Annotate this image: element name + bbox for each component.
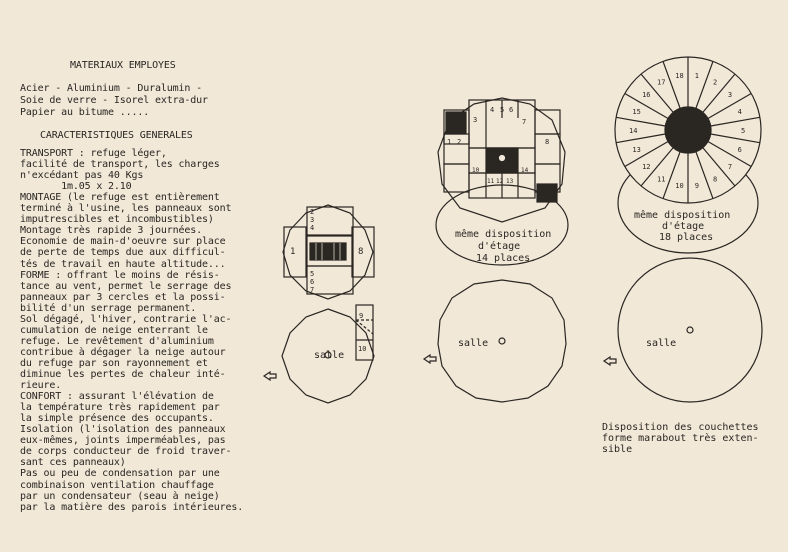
small-bunk-number: 6 <box>310 278 315 286</box>
body-line: panneaux par 3 cercles et la possi- <box>20 291 226 303</box>
large-bunk-number: 15 <box>632 107 641 116</box>
medium-salle-label: salle <box>458 338 489 349</box>
large-caption-line: d'étage <box>662 221 705 232</box>
body-line: la température très rapidement par <box>20 402 220 414</box>
materials-line-3: Papier au bitume ..... <box>20 107 150 118</box>
medium-bunk-number: 1 <box>447 138 452 146</box>
body-line: TRANSPORT : refuge léger, <box>20 148 167 159</box>
small-bunk-number: 1 <box>290 247 296 257</box>
entrance-arrow-medium <box>424 355 436 363</box>
body-line: FORME : offrant le moins de résis- <box>20 269 220 281</box>
large-salle-label: salle <box>646 338 677 349</box>
small-bunk-number: 7 <box>310 286 315 294</box>
body-line: bilité d'un serrage permanent. <box>20 302 197 314</box>
medium-bunk-number: 5 <box>500 106 505 114</box>
body-line: rieure. <box>20 380 62 392</box>
large-bunk-number: 18 <box>675 71 684 80</box>
large-bunk-number: 13 <box>632 146 641 155</box>
large-bunk-number: 10 <box>675 182 684 191</box>
materials-line-1: Acier - Aluminium - Duralumin - <box>20 83 202 94</box>
small-salle-label: salle <box>314 350 345 361</box>
body-line: 1m.05 x 2.10 <box>20 181 132 193</box>
body-line: sant ces panneaux) <box>20 457 126 469</box>
large-bunk-number: 12 <box>642 163 651 171</box>
body-line: par un condensateur (seau à neige) <box>20 490 220 502</box>
medium-bunk-number: 14 <box>521 167 529 174</box>
body-line: CONFORT : assurant l'élévation de <box>20 391 214 403</box>
body-line: Economie de main-d'oeuvre sur place <box>20 236 226 248</box>
body-line: facilité de transport, les charges <box>20 159 220 171</box>
materials-line-2: Soie de verre - Isorel extra-dur <box>20 95 208 106</box>
body-line: Pas ou peu de condensation par une <box>20 468 220 480</box>
body-line: cumulation de neige enterrant le <box>20 324 208 336</box>
large-refuge-lower-plan <box>618 258 762 402</box>
body-line: de corps conducteur de froid traver- <box>20 446 232 458</box>
large-bunk-number: 17 <box>657 78 666 87</box>
medium-bunk-number: 4 <box>490 106 495 114</box>
materials-heading: MATERIAUX EMPLOYES <box>70 60 176 71</box>
body-line: combinaison ventilation chauffage <box>20 479 214 491</box>
medium-bunk-number: 7 <box>522 118 527 126</box>
small-bunk-number: 4 <box>310 224 315 232</box>
body-line: eux-mêmes, joints imperméables, pas <box>20 435 226 447</box>
small-bunk-number: 10 <box>358 345 367 353</box>
small-bunk-number: 9 <box>359 312 364 320</box>
medium-bunk-number: 10 <box>472 167 480 174</box>
large-bunk-number: 4 <box>737 107 742 116</box>
large-bunk-number: 6 <box>737 146 742 155</box>
body-line: Sol dégagé, l'hiver, contrarie l'ac- <box>20 313 232 325</box>
medium-bunk-number: 3 <box>473 116 478 124</box>
large-bunk-number: 1 <box>694 71 699 80</box>
large-bunk-number: 11 <box>657 175 666 184</box>
small-bunk-number: 2 <box>310 208 315 216</box>
body-line: Montage très rapide 3 journées. <box>20 225 202 237</box>
body-line: la simple présence des occupants. <box>20 413 214 425</box>
medium-caption-line: même disposition <box>455 229 552 240</box>
body-line: du refuge par son rayonnement et <box>20 357 208 369</box>
medium-caption-line: d'étage <box>478 241 521 252</box>
large-caption-line: 18 places <box>659 232 714 243</box>
large-bunk-number: 16 <box>642 91 651 99</box>
body-line: tés de travail en haute altitude... <box>20 258 226 270</box>
medium-bunk-number: 8 <box>545 138 550 146</box>
small-bunk-number: 3 <box>310 216 315 224</box>
characteristics-heading: CARACTERISTIQUES GENERALES <box>40 130 193 141</box>
large-bunk-number: 9 <box>694 182 699 191</box>
medium-bunk-number: 2 <box>457 138 462 146</box>
medium-bunk-number: 6 <box>509 106 514 114</box>
body-line: par la matière des parois intérieures. <box>20 501 244 513</box>
entrance-arrow-large <box>604 357 616 365</box>
large-bunk-number: 7 <box>727 163 733 171</box>
body-line: Isolation (l'isolation des panneaux <box>20 424 226 436</box>
large-caption-line: même disposition <box>634 210 731 221</box>
large-bunk-number: 2 <box>713 78 718 87</box>
body-line: diminue les pertes de chaleur inté- <box>20 369 226 380</box>
body-line: n'excédant pas 40 Kgs <box>20 170 144 182</box>
medium-bunk-number: 11 <box>487 178 495 185</box>
body-line: imputrescibles et incombustibles) <box>20 214 214 226</box>
body-line: terminé à l'usine, les panneaux sont <box>20 203 232 215</box>
body-line: contribue à dégager la neige autour <box>20 346 226 358</box>
large-bunk-number: 8 <box>713 175 718 184</box>
medium-bunk-number: 13 <box>506 178 514 185</box>
body-line: de perte de temps due aux difficul- <box>20 247 226 259</box>
large-bunk-number: 5 <box>741 127 746 135</box>
medium-caption-line: 14 places. <box>476 253 537 264</box>
entrance-arrow-small <box>264 372 276 380</box>
large-bunk-number: 3 <box>727 91 733 99</box>
body-line: refuge. Le revêtement d'aluminium <box>20 335 214 347</box>
large-bunk-number: 14 <box>629 127 638 135</box>
body-line: tance au vent, permet le serrage des <box>20 280 232 292</box>
medium-bunk-number: 12 <box>496 178 504 185</box>
small-bunk-number: 8 <box>358 247 364 257</box>
footer-caption-line: Disposition des couchettes <box>602 422 759 433</box>
footer-caption-line: forme marabout très exten- <box>602 433 759 444</box>
small-bunk-number: 5 <box>310 270 315 278</box>
footer-caption-line: sible <box>602 444 633 455</box>
body-line: MONTAGE (le refuge est entièrement <box>20 192 220 204</box>
